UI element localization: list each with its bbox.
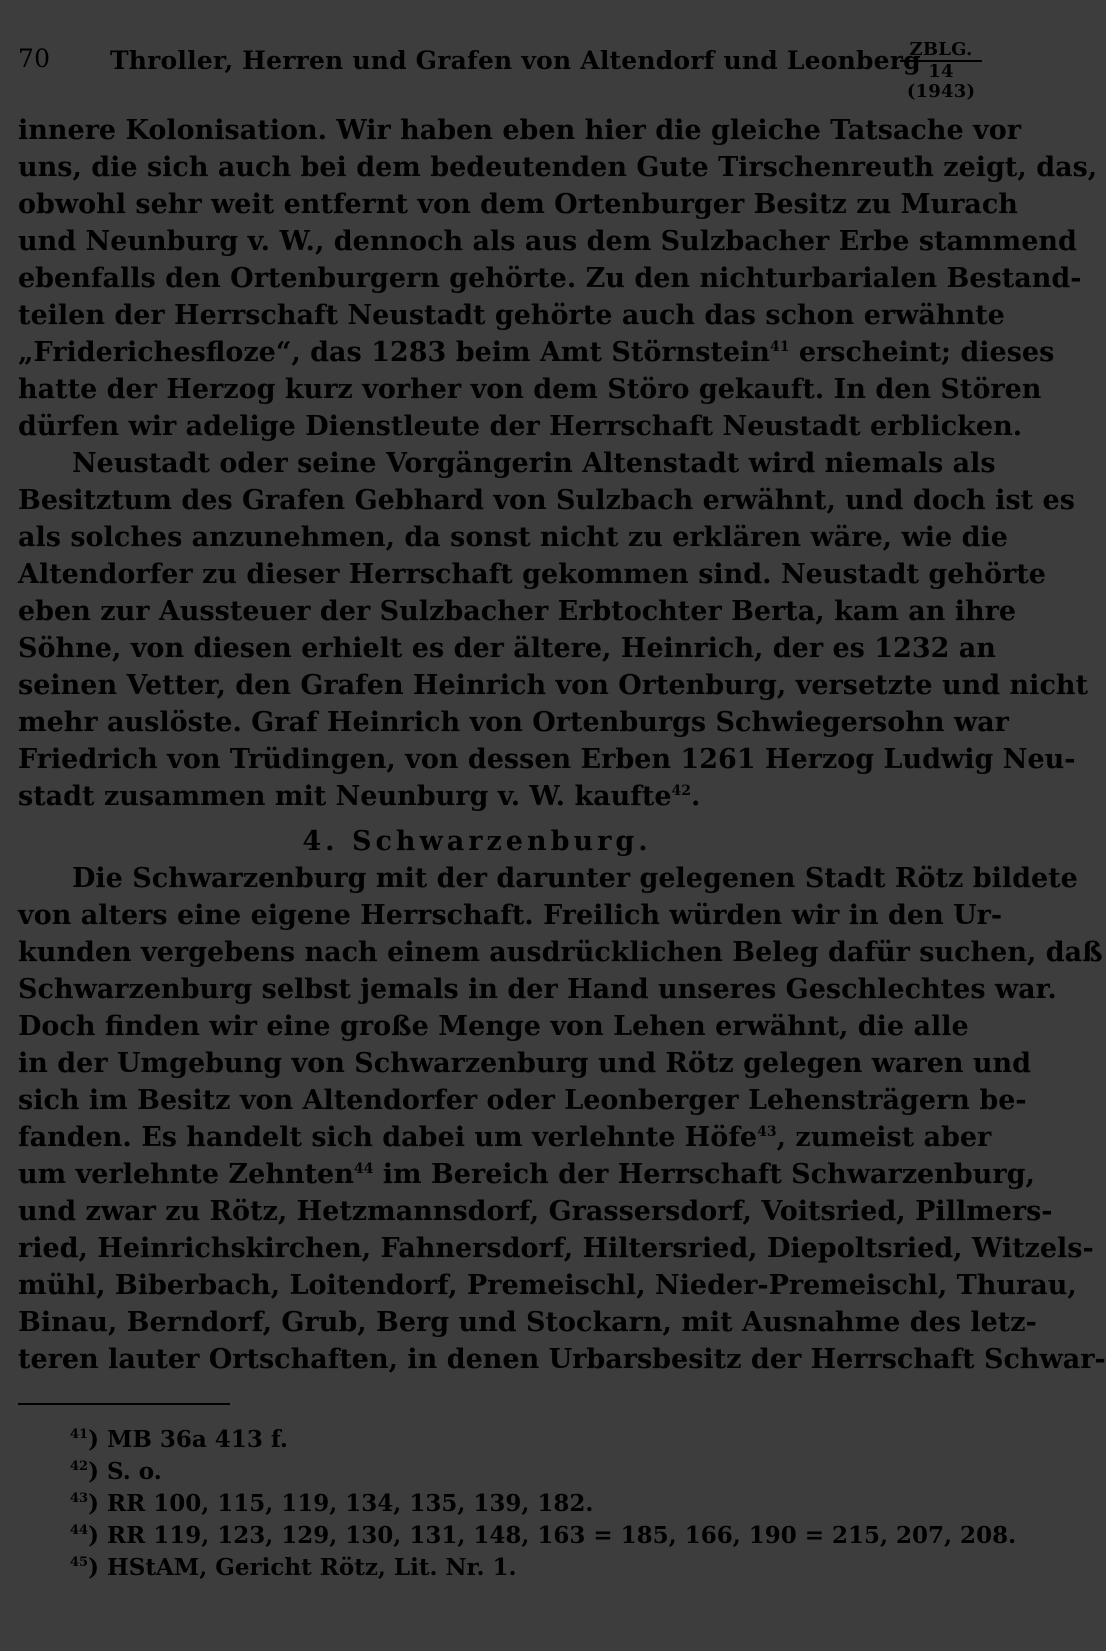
text-line: als solches anzunehmen, da sonst nicht zu erklären wäre, wie die — [18, 522, 1008, 553]
footnote-ref: 43 — [757, 1124, 777, 1140]
text-line: Binau, Berndorf, Grub, Berg und Stockarn, mit Ausnahme des letz- — [18, 1307, 1037, 1338]
text-fragment: im Bereich der Herrschaft Schwarzenburg, — [373, 1159, 1035, 1190]
footnote-text: ) MB 36a 413 f. — [88, 1426, 288, 1453]
text-line: Schwarzenburg selbst jemals in der Hand unseres Geschlechtes war. — [18, 974, 1057, 1005]
text-line: Friedrich von Trüdingen, von dessen Erben 1261 Herzog Ludwig Neu- — [18, 744, 1076, 775]
text-line: sich im Besitz von Altendorfer oder Leonberger Lehensträgern be- — [18, 1085, 1027, 1116]
text-line: und Neunburg v. W., dennoch als aus dem Sulzbacher Erbe stammend — [18, 226, 1077, 257]
text-line: dürfen wir adelige Dienstleute der Herrschaft Neustadt erblicken. — [18, 411, 1023, 442]
text-line: Neustadt oder seine Vorgängerin Altenstadt wird niemals als — [72, 448, 996, 479]
text-fragment: „Friderichesfloze“, das 1283 beim Amt Störnstein — [18, 337, 770, 368]
footnote-text: ) HStAM, Gericht Rötz, Lit. Nr. 1. — [88, 1554, 517, 1581]
text-fragment: . — [691, 781, 701, 812]
footnote-number: 42 — [70, 1459, 89, 1474]
footnote-number: 41 — [70, 1427, 89, 1442]
text-line: teilen der Herrschaft Neustadt gehörte auch das schon erwähnte — [18, 300, 1005, 331]
text-line: von alters eine eigene Herrschaft. Freilich würden wir in den Ur- — [18, 900, 1003, 931]
text-fragment: erscheint; dieses — [789, 337, 1055, 368]
text-line: Die Schwarzenburg mit der darunter gelegenen Stadt Rötz bildete — [72, 863, 1078, 894]
text-line: teren lauter Ortschaften, in denen Urbarsbesitz der Herrschaft Schwar- — [18, 1344, 1106, 1375]
running-title: Throller, Herren und Grafen von Altendorf und Leonberg — [110, 46, 921, 75]
text-fragment: um verlehnte Zehnten — [18, 1159, 354, 1190]
footnote-number: 44 — [70, 1523, 89, 1538]
page-number: 70 — [18, 44, 51, 73]
text-line: uns, die sich auch bei dem bedeutenden Gute Tirschenreuth zeigt, das, — [18, 152, 1098, 183]
page-header — [18, 39, 976, 102]
footnote-text: ) RR 119, 123, 129, 130, 131, 148, 163 = 185, 166, 190 = 215, 207, 208. — [88, 1522, 1017, 1549]
text-line: mehr auslöste. Graf Heinrich von Ortenburgs Schwiegersohn war — [18, 707, 1009, 738]
text-line — [18, 334, 1055, 371]
text-line: und zwar zu Rötz, Hetzmannsdorf, Grassersdorf, Voitsried, Pillmers- — [18, 1196, 1053, 1227]
footnote — [70, 1424, 1016, 1456]
text-line — [18, 778, 936, 815]
journal-volume: 14 (1943) — [906, 61, 976, 102]
footnote-text: ) RR 100, 115, 119, 134, 135, 139, 182. — [88, 1490, 594, 1517]
section-heading: 4. Schwarzenburg. — [302, 826, 652, 857]
journal-abbrev: ZBLG. — [900, 40, 982, 62]
text-line: innere Kolonisation. Wir haben eben hier die gleiche Tatsache vor — [18, 115, 1021, 146]
footnote — [70, 1520, 1016, 1552]
text-line: in der Umgebung von Schwarzenburg und Rötz gelegen waren und — [18, 1048, 1032, 1079]
text-line: hatte der Herzog kurz vorher von dem Störo gekauft. In den Stören — [18, 374, 1042, 405]
text-line — [18, 1156, 1035, 1193]
footnote-ref: 41 — [769, 339, 790, 355]
footnotes — [70, 1424, 1016, 1584]
footnote-divider — [18, 1403, 230, 1405]
text-line: Altendorfer zu dieser Herrschaft gekommen sind. Neustadt gehörte — [18, 559, 1046, 590]
text-fragment: , zumeist aber — [776, 1122, 992, 1153]
body-text — [18, 112, 1106, 1378]
footnote-number: 43 — [70, 1491, 89, 1506]
text-line: mühl, Biberbach, Loitendorf, Premeischl, Nieder-Premeischl, Thurau, — [18, 1270, 1077, 1301]
text-line — [18, 1119, 992, 1156]
text-line: ebenfalls den Ortenburgern gehörte. Zu den nichturbarialen Bestand- — [18, 263, 1082, 294]
text-line: eben zur Aussteuer der Sulzbacher Erbtochter Berta, kam an ihre — [18, 596, 1017, 627]
footnote-text: ) S. o. — [88, 1458, 162, 1485]
footnote-ref: 42 — [671, 783, 692, 799]
text-line: kunden vergebens nach einem ausdrücklichen Beleg dafür suchen, daß — [18, 937, 1103, 968]
text-line: obwohl sehr weit entfernt von dem Ortenburger Besitz zu Murach — [18, 189, 1018, 220]
footnote — [70, 1488, 1016, 1520]
journal-reference — [900, 40, 982, 102]
text-line: Besitztum des Grafen Gebhard von Sulzbach erwähnt, und doch ist es — [18, 485, 1075, 516]
text-line: Söhne, von diesen erhielt es der ältere, Heinrich, der es 1232 an — [18, 633, 996, 664]
text-line: Doch finden wir eine große Menge von Lehen erwähnt, die alle — [18, 1011, 969, 1042]
text-fragment: stadt zusammen mit Neunburg v. W. kaufte — [18, 781, 672, 812]
text-line: ried, Heinrichskirchen, Fahnersdorf, Hiltersried, Diepoltsried, Witzels- — [18, 1233, 1094, 1264]
footnote — [70, 1552, 1016, 1584]
text-line: seinen Vetter, den Grafen Heinrich von Ortenburg, versetzte und nicht — [18, 670, 1088, 701]
footnote-number: 45 — [70, 1555, 89, 1570]
text-fragment: fanden. Es handelt sich dabei um verlehnte Höfe — [18, 1122, 758, 1153]
footnote-ref: 44 — [353, 1161, 374, 1177]
footnote — [70, 1456, 1016, 1488]
